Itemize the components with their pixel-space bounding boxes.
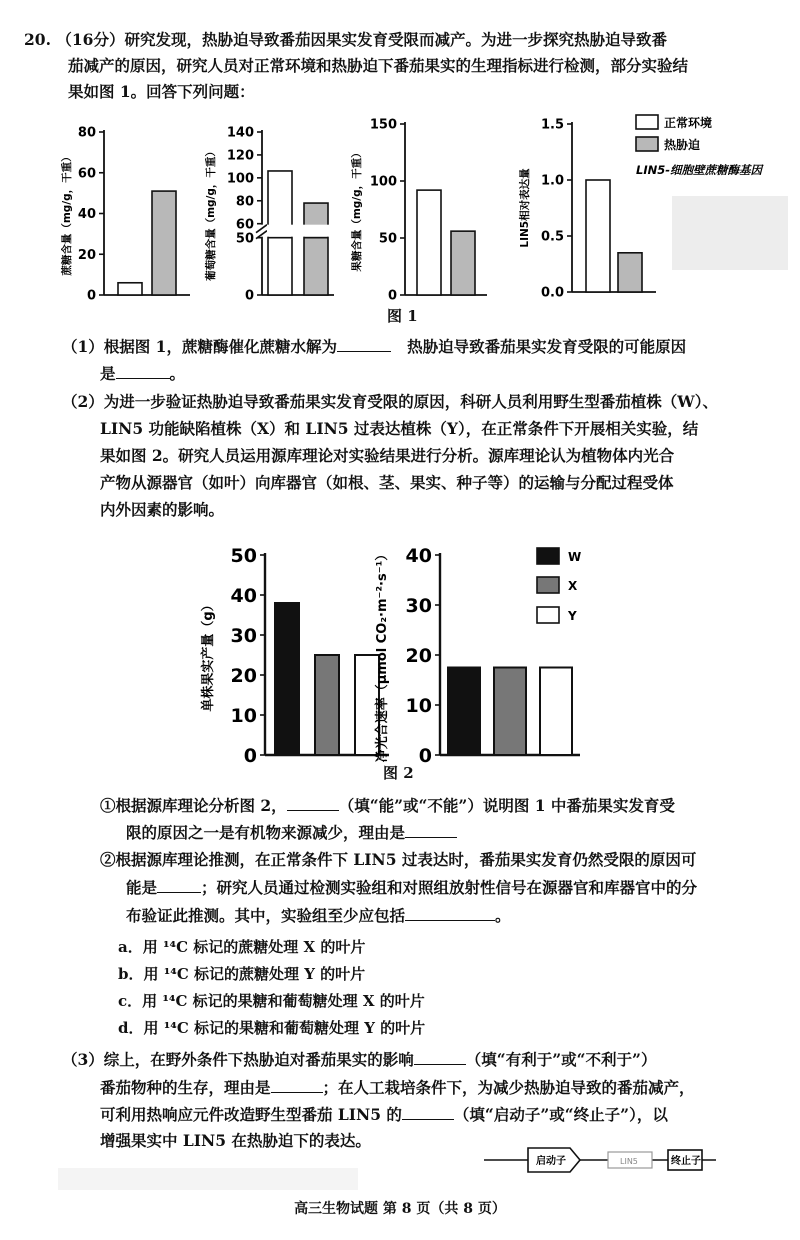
figure-2-legend bbox=[537, 548, 581, 623]
figure-1-caption: 图 1 bbox=[387, 307, 418, 325]
y-axis-label: 蔗糖含量（mg/g，干重） bbox=[61, 151, 73, 276]
chart-5 bbox=[200, 545, 389, 767]
bar-X bbox=[315, 655, 339, 755]
part1-line2: 是 。 bbox=[100, 360, 185, 387]
answer-blank[interactable] bbox=[337, 333, 391, 352]
y-tick-label: 40 bbox=[230, 584, 257, 607]
bar-正常环境 bbox=[586, 180, 610, 292]
answer-blank[interactable] bbox=[402, 1101, 454, 1120]
answer-blank[interactable] bbox=[405, 819, 457, 838]
figure-1-legend bbox=[636, 115, 765, 177]
part2-line: 内外因素的影响。 bbox=[100, 500, 225, 519]
part3-line4: 增强果实中 LIN5 在热胁迫下的表达。 bbox=[100, 1131, 371, 1150]
lin5-note: LIN5-细胞壁蔗糖酶基因 bbox=[636, 163, 763, 177]
y-tick-label: 40 bbox=[405, 544, 432, 567]
bar-热胁迫 bbox=[152, 191, 176, 295]
part3-line3: 可利用热响应元件改造野生型番茄 LIN5 的 （填“启动子”或“终止子”），以 bbox=[100, 1101, 668, 1128]
y-tick-label: 0.5 bbox=[540, 229, 564, 245]
bar-W bbox=[275, 603, 299, 755]
part3-line2: 番茄物种的生存，理由是 ；在人工栽培条件下，为减少热胁迫导致的番茄减产， bbox=[100, 1074, 695, 1101]
y-tick-label: 20 bbox=[405, 644, 432, 667]
part3-line1: （3）综上，在野外条件下热胁迫对番茄果实的影响 （填“有利于”或“不利于”） bbox=[62, 1046, 656, 1073]
y-tick-label: 140 bbox=[226, 125, 254, 141]
page-footer: 高三生物试题 第 8 页（共 8 页） bbox=[294, 1201, 506, 1217]
y-tick-label: 60 bbox=[77, 166, 96, 182]
bar-Y bbox=[540, 668, 572, 756]
bar-热胁迫 bbox=[618, 253, 642, 292]
y-tick-label: 100 bbox=[369, 174, 397, 190]
y-tick-label: 60 bbox=[235, 217, 254, 233]
figure-2 bbox=[0, 537, 800, 782]
chart-3 bbox=[350, 118, 487, 304]
y-tick-label: 0 bbox=[86, 288, 96, 304]
legend-label-x: X bbox=[568, 579, 578, 593]
answer-blank[interactable] bbox=[116, 360, 170, 379]
y-tick-label: 100 bbox=[226, 171, 254, 187]
intro-line: 果如图 1。回答下列问题： bbox=[68, 82, 255, 101]
q2-2-line3: 布验证此推测。其中，实验组至少应包括 。 bbox=[126, 902, 511, 929]
part2-line: 果如图 2。研究人员运用源库理论对实验结果进行分析。源库理论认为植物体内光合 bbox=[100, 446, 675, 465]
bar-热胁迫 bbox=[304, 203, 328, 295]
y-tick-label: 50 bbox=[378, 231, 397, 247]
y-tick-label: 1.5 bbox=[540, 117, 564, 133]
legend-label-normal: 正常环境 bbox=[664, 116, 713, 130]
part2-line: LIN5 功能缺陷植株（X）和 LIN5 过表达植株（Y），在正常条件下开展相关实验，结 bbox=[100, 419, 699, 438]
terminator-label: 终止子 bbox=[671, 1156, 701, 1167]
answer-blank[interactable] bbox=[287, 792, 339, 811]
intro-line: 茄减产的原因，研究人员对正常环境和热胁迫下番茄果实的生理指标进行检测，部分实验结 bbox=[68, 56, 689, 75]
bar-break-gap bbox=[303, 225, 329, 237]
answer-blank[interactable] bbox=[157, 874, 201, 893]
question-header bbox=[24, 27, 667, 53]
y-tick-label: 10 bbox=[230, 704, 257, 727]
q2-1-line1: ①根据源库理论分析图 2， （填“能”或“不能”）说明图 1 中番茄果实发育受 bbox=[100, 792, 675, 819]
bar-X bbox=[494, 668, 526, 756]
y-tick-label: 0 bbox=[387, 288, 397, 304]
answer-blank[interactable] bbox=[414, 1046, 466, 1065]
promoter-label: 启动子 bbox=[536, 1156, 566, 1167]
part2-line: （2）为进一步验证热胁迫导致番茄果实发育受限的原因，科研人员利用野生型番茄植株（W）、 bbox=[62, 392, 718, 411]
y-axis-label: 葡萄糖含量（mg/g，干重） bbox=[205, 146, 217, 281]
y-tick-label: 20 bbox=[77, 247, 96, 263]
y-tick-label: 0 bbox=[418, 744, 432, 767]
bar-W bbox=[448, 668, 480, 756]
q2-2-line1: ②根据源库理论推测，在正常条件下 LIN5 过表达时，番茄果实发育仍然受限的原因可 bbox=[100, 850, 697, 869]
y-axis-label: 净光合速率（μmol CO₂·m⁻²·s⁻¹） bbox=[375, 547, 390, 763]
option-b: b．用 ¹⁴C 标记的蔗糖处理 Y 的叶片 bbox=[118, 965, 366, 983]
y-tick-label: 40 bbox=[77, 207, 96, 223]
y-tick-label: 50 bbox=[235, 231, 254, 247]
answer-blank[interactable] bbox=[271, 1074, 323, 1093]
y-tick-label: 30 bbox=[230, 624, 257, 647]
y-tick-label: 0.0 bbox=[540, 285, 564, 301]
part1-line1: （1）根据图 1，蔗糖酶催化蔗糖水解为 热胁迫导致番茄果实发育受限的可能原因 bbox=[62, 333, 686, 360]
legend-label-heat: 热胁迫 bbox=[664, 138, 701, 152]
y-axis-label: 果糖含量（mg/g，干重） bbox=[351, 147, 363, 272]
question-number: 20. bbox=[24, 30, 51, 49]
y-tick-label: 10 bbox=[405, 694, 432, 717]
y-tick-label: 0 bbox=[244, 288, 254, 304]
y-tick-label: 30 bbox=[405, 594, 432, 617]
option-a: a．用 ¹⁴C 标记的蔗糖处理 X 的叶片 bbox=[118, 938, 366, 956]
y-tick-label: 80 bbox=[235, 194, 254, 210]
bar-break-gap bbox=[267, 225, 293, 237]
lin5-label: LIN5 bbox=[620, 1157, 638, 1166]
y-axis-label: 单株果实产量（g） bbox=[201, 598, 216, 712]
chart-2 bbox=[204, 126, 334, 304]
bar-正常环境 bbox=[118, 283, 142, 295]
question-score: （16分） bbox=[56, 30, 125, 49]
part2-line: 产物从源器官（如叶）向库器官（如根、茎、果实、种子等）的运输与分配过程受体 bbox=[100, 473, 674, 492]
y-tick-label: 150 bbox=[369, 117, 397, 133]
y-tick-label: 1.0 bbox=[540, 173, 564, 189]
chart-1 bbox=[60, 126, 190, 304]
figure-2-charts bbox=[200, 545, 580, 767]
option-d: d．用 ¹⁴C 标记的果糖和葡萄糖处理 Y 的叶片 bbox=[118, 1019, 426, 1037]
figure-1 bbox=[0, 108, 800, 338]
answer-blank[interactable] bbox=[405, 902, 495, 921]
y-tick-label: 120 bbox=[226, 148, 254, 164]
scan-smudge bbox=[58, 1168, 358, 1190]
legend-label-y: Y bbox=[568, 609, 577, 623]
option-c: c．用 ¹⁴C 标记的果糖和葡萄糖处理 X 的叶片 bbox=[118, 992, 425, 1010]
legend-label-w: W bbox=[568, 550, 582, 564]
figure-2-caption: 图 2 bbox=[383, 764, 414, 782]
y-tick-label: 20 bbox=[230, 664, 257, 687]
y-axis-label: LIN5相对表达量 bbox=[519, 168, 531, 248]
q2-1-line2: 限的原因之一是有机物来源减少，理由是 bbox=[126, 819, 457, 846]
y-tick-label: 50 bbox=[230, 544, 257, 567]
intro-line: 研究发现，热胁迫导致番茄因果实发育受限而减产。为进一步探究热胁迫导致番 bbox=[124, 30, 667, 49]
y-tick-label: 0 bbox=[243, 744, 257, 767]
figure-1-charts bbox=[60, 118, 656, 304]
gene-construct-diagram bbox=[480, 1140, 720, 1180]
q2-2-line2: 能是 ；研究人员通过检测实验组和对照组放射性信号在源器官和库器官中的分 bbox=[126, 874, 697, 901]
bar-热胁迫 bbox=[451, 231, 475, 295]
bar-正常环境 bbox=[417, 190, 441, 295]
y-tick-label: 80 bbox=[77, 125, 96, 141]
